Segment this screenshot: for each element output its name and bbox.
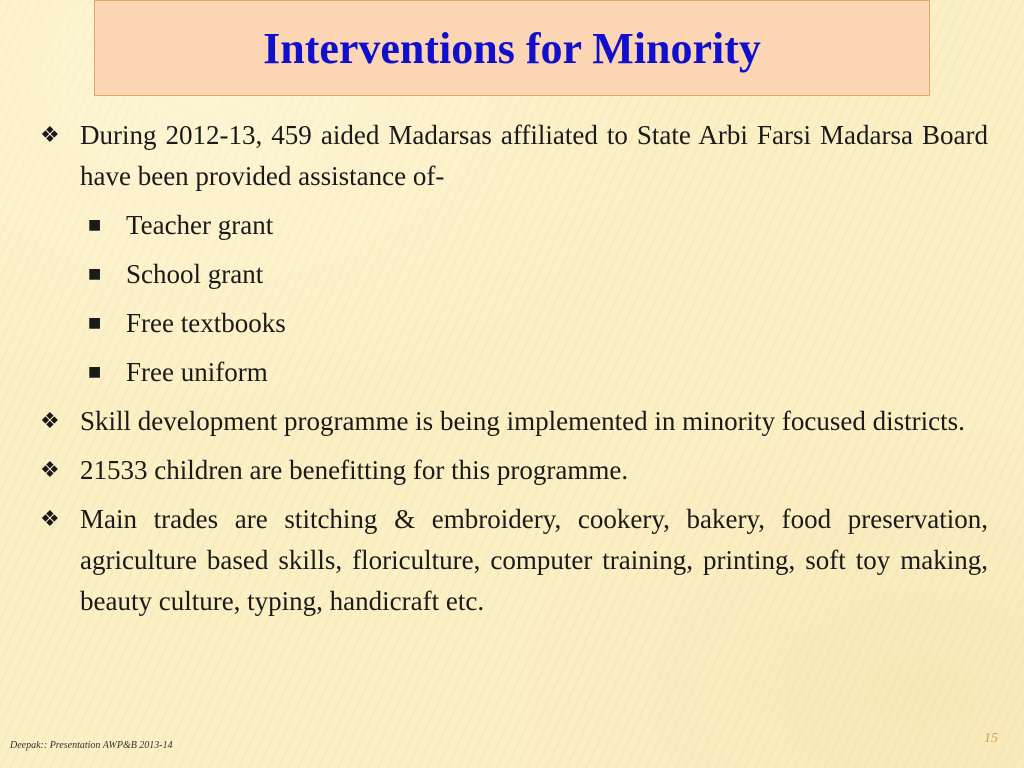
page-number: 15: [984, 731, 998, 746]
bullet-item: [40, 401, 988, 442]
sub-bullet-item: [40, 205, 988, 246]
bullet-text: During 2012-13, 459 aided Madarsas affiliated to State Arbi Farsi Madarsa Board have been provided assistance of-: [80, 120, 988, 191]
bullet-text: Main trades are stitching & embroidery, cookery, bakery, food preservation, agriculture based skills, floriculture, computer training, printing, soft toy making, beauty culture, typing, handicraft etc.: [80, 504, 988, 616]
bullet-text: 21533 children are benefitting for this programme.: [80, 455, 629, 485]
sub-bullet-text: Teacher grant: [126, 210, 274, 240]
sub-bullet-item: [40, 303, 988, 344]
footer-text: Deepak:: Presentation AWP&B 2013-14: [10, 740, 173, 751]
bullet-text: Skill development programme is being implemented in minority focused districts.: [80, 406, 965, 436]
sub-bullet-item: [40, 254, 988, 295]
sub-bullet-text: School grant: [126, 259, 264, 289]
title-box: [94, 0, 930, 96]
sub-bullet-text: Free uniform: [126, 357, 268, 387]
diamond-bullet-icon: ❖: [40, 123, 60, 148]
square-bullet-icon: ■: [88, 364, 102, 380]
slide-content: [40, 115, 988, 622]
diamond-bullet-icon: ❖: [40, 507, 60, 532]
bullet-item: [40, 450, 988, 491]
square-bullet-icon: ■: [88, 217, 102, 233]
diamond-bullet-icon: ❖: [40, 409, 60, 434]
square-bullet-icon: ■: [88, 266, 102, 282]
bullet-item: [40, 115, 988, 197]
square-bullet-icon: ■: [88, 315, 102, 331]
bullet-item: [40, 499, 988, 622]
sub-bullet-item: [40, 352, 988, 393]
sub-bullet-text: Free textbooks: [126, 308, 286, 338]
slide-title: Interventions for Minority: [263, 23, 761, 73]
diamond-bullet-icon: ❖: [40, 458, 60, 483]
